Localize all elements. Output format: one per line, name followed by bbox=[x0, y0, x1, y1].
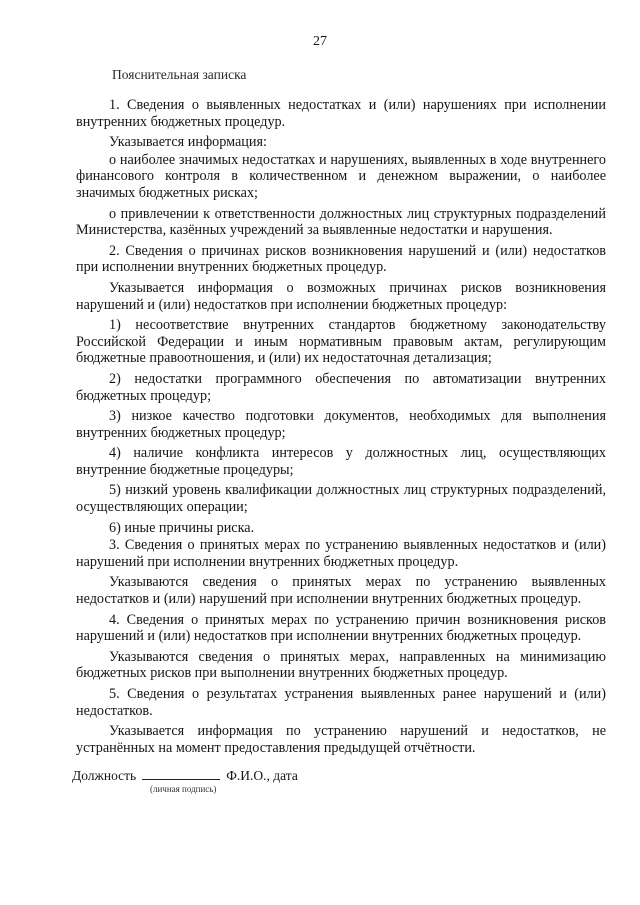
paragraph: 1. Сведения о выявленных недостатках и (или) нарушениях при исполнении внутренних бюджетных процедур. bbox=[76, 97, 606, 130]
paragraph: Указывается информация: bbox=[109, 134, 267, 151]
document-heading: Пояснительная записка bbox=[112, 67, 247, 82]
position-label: Должность bbox=[72, 768, 137, 783]
paragraph: 6) иные причины риска. bbox=[109, 519, 255, 536]
paragraph: 5) низкий уровень квалификации должностных лиц структурных подразделений, осуществляющих операции; bbox=[76, 482, 606, 516]
paragraph: о привлечении к ответственности должностных лиц структурных подразделений Министерства, казённых учреждений за выявленные недостатки и нарушения. bbox=[76, 205, 606, 239]
paragraph: 2) недостатки программного обеспечения по автоматизации внутренних бюджетных процедур; bbox=[76, 370, 606, 404]
paragraph: Указываются сведения о принятых мерах по устранению выявленных недостатков и (или) нарушений при исполнении внутренних бюджетных процедур. bbox=[76, 574, 606, 608]
name-date-label: Ф.И.О., дата bbox=[226, 768, 298, 783]
paragraph: о наиболее значимых недостатках и нарушениях, выявленных в ходе внутреннего финансового контроля в количественном и денежном выражении, о наиболее значимых бюджетных рисках; bbox=[76, 151, 606, 201]
paragraph: Указывается информация о возможных причинах рисков возникновения нарушений и (или) недостатков при исполнении бюджетных процедур: bbox=[76, 279, 606, 313]
paragraph: Указывается информация по устранению нарушений и недостатков, не устранённых на момент предоставления предыдущей отчётности. bbox=[76, 723, 606, 756]
page-number: 27 bbox=[313, 34, 327, 49]
signature-note: (личная подпись) bbox=[150, 784, 217, 794]
paragraph: 3. Сведения о принятых мерах по устранению выявленных недостатков и (или) нарушений при исполнении внутренних бюджетных процедур. bbox=[76, 537, 606, 570]
document-body bbox=[76, 97, 606, 760]
paragraph: Указываются сведения о принятых мерах, направленных на минимизацию бюджетных рисков при выполнении внутренних бюджетных процедур. bbox=[76, 648, 606, 682]
paragraph: 1) несоответствие внутренних стандартов бюджетному законодательству Российской Федерации и иным нормативным правовым актам, регулирующим бюджетные правоотношения, и (или) их недостаточная детализация; bbox=[76, 317, 606, 367]
paragraph: 5. Сведения о результатах устранения выявленных ранее нарушений и (или) недостатков. bbox=[76, 686, 606, 719]
paragraph: 4. Сведения о принятых мерах по устранению причин возникновения рисков нарушений и (или) недостатков при исполнении внутренних бюджетных процедур. bbox=[76, 611, 606, 645]
signature-line bbox=[72, 768, 298, 784]
paragraph: 4) наличие конфликта интересов у должностных лиц, осуществляющих внутренние бюджетные процедуры; bbox=[76, 445, 606, 478]
signature-blank bbox=[142, 769, 220, 780]
paragraph: 3) низкое качество подготовки документов, необходимых для выполнения внутренних бюджетных процедур; bbox=[76, 408, 606, 441]
paragraph: 2. Сведения о причинах рисков возникновения нарушений и (или) недостатков при исполнении внутренних бюджетных процедур. bbox=[76, 242, 606, 276]
